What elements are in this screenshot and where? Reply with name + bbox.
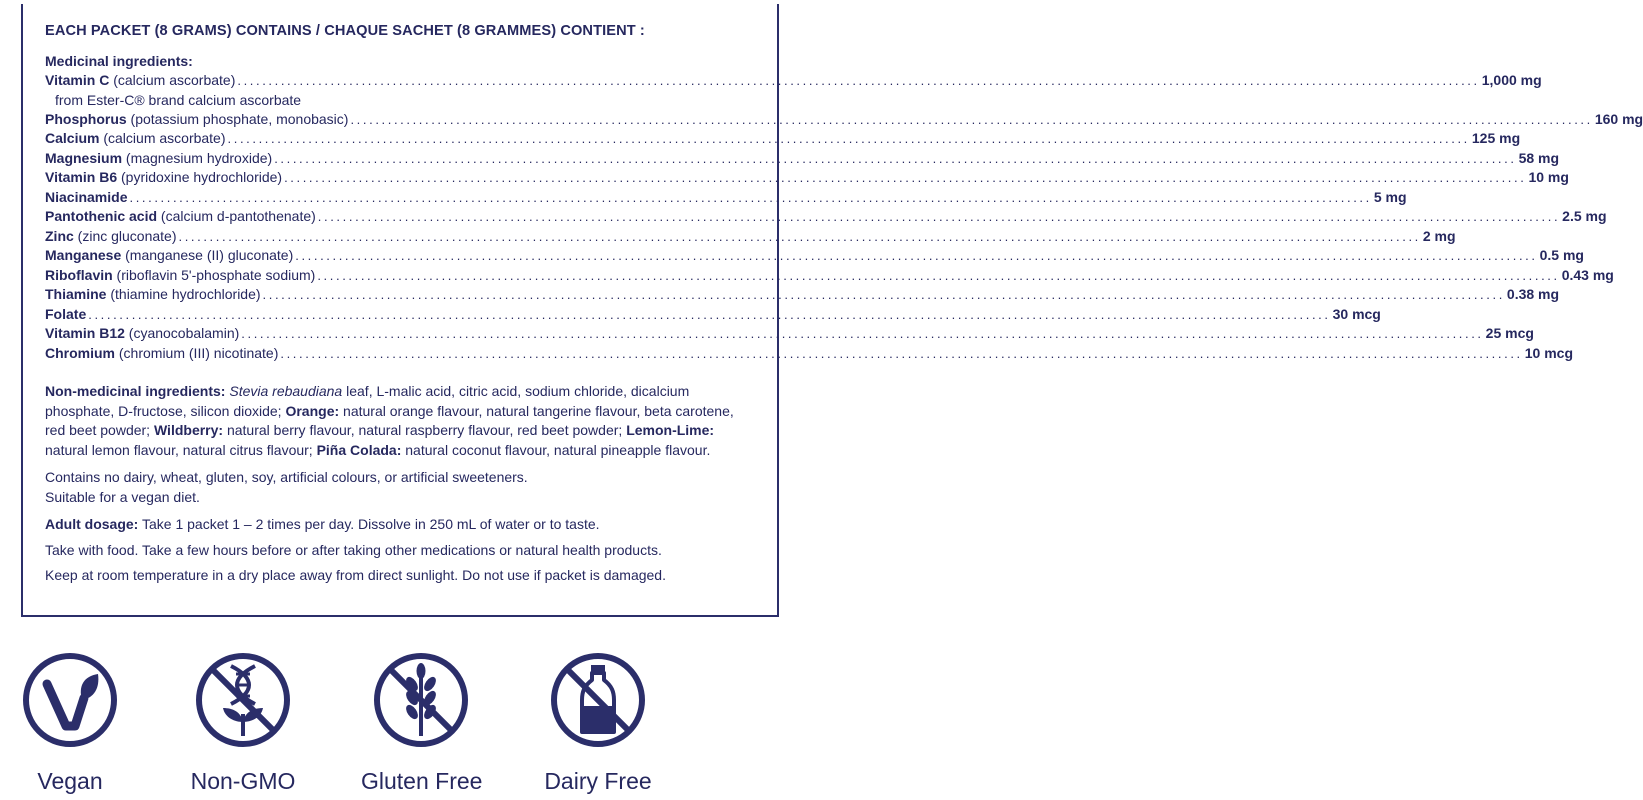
ingredient-source: (thiamine hydrochloride) (106, 286, 261, 302)
dot-leader: ........................................................................................................................................................................................................ (178, 228, 1421, 244)
ingredient-name-bold: Vitamin C (45, 72, 110, 88)
ingredient-row (45, 227, 1456, 247)
ingredient-source: (riboflavin 5'-phosphate sodium) (112, 266, 316, 283)
badge-label-non-gmo: Non-GMO (190, 768, 296, 794)
ingredient-name (45, 110, 348, 130)
ingredient-amount: 160 mg (1594, 110, 1643, 127)
medicinal-ingredients-title: Medicinal ingredients: (45, 53, 193, 69)
ingredient-name (45, 344, 278, 364)
panel-heading: EACH PACKET (8 GRAMS) CONTAINS / CHAQUE SACHET (8 GRAMMES) CONTIENT : (45, 23, 645, 39)
ingredient-row (45, 71, 1542, 91)
ingredient-row (45, 149, 1560, 169)
allergen-statement (45, 468, 755, 507)
ingredient-amount: 0.43 mg (1561, 266, 1614, 283)
storage-note: Keep at room temperature in a dry place away from direct sunlight. Do not use if packet is damaged. (45, 567, 666, 583)
ingredient-amount: 10 mcg (1524, 344, 1573, 361)
ingredient-amount: 10 mg (1528, 169, 1569, 185)
ingredient-name (45, 246, 293, 266)
badge-label-vegan: Vegan (37, 768, 103, 794)
dot-leader: ........................................................................................................................................................................................................ (280, 345, 1523, 361)
orange-label: Orange: (285, 402, 340, 419)
ingredient-row (45, 324, 1534, 344)
dot-leader: ........................................................................................................................................................................................................ (284, 170, 1527, 185)
dot-leader: ........................................................................................................................................................................................................ (227, 131, 1470, 146)
ingredient-name-bold: Riboflavin (45, 266, 113, 283)
ingredient-name-bold: Thiamine (45, 286, 107, 302)
ingredient-name-bold: Niacinamide (45, 188, 128, 205)
supplement-facts-panel (21, 4, 1643, 617)
badge-non-gmo (183, 652, 303, 794)
ingredient-name (45, 168, 282, 188)
ingredient-row (45, 344, 1573, 364)
ingredient-row (45, 207, 1607, 227)
ingredient-amount: 2 mg (1422, 227, 1456, 244)
wheat-crossed-icon (373, 652, 469, 748)
ingredient-row (45, 188, 1407, 208)
wildberry-text: natural berry flavour, natural raspberry flavour, red beet powder; (223, 422, 627, 438)
ingredient-source: (calcium d-pantothenate) (157, 208, 316, 224)
ingredient-amount: 0.5 mg (1539, 247, 1584, 263)
ingredient-list (45, 71, 1643, 363)
dot-leader: ........................................................................................................................................................................................................ (317, 209, 1561, 224)
ingredient-amount: 0.38 mg (1506, 286, 1560, 302)
ingredient-source: (zinc gluconate) (73, 227, 177, 244)
ingredient-amount: 2.5 mg (1562, 208, 1607, 224)
nonmed-label: Non-medicinal ingredients: (45, 383, 226, 399)
dosage-text: Take 1 packet 1 – 2 times per day. Dissolve in 250 mL of water or to taste. (138, 516, 600, 532)
badge-vegan (10, 652, 130, 794)
dosage-statement (45, 515, 755, 535)
ingredient-name (45, 227, 177, 247)
dot-leader: ........................................................................................................................................................................................................ (262, 287, 1505, 302)
ingredient-row (45, 110, 1643, 130)
dot-leader: ........................................................................................................................................................................................................ (295, 248, 1538, 263)
ingredient-source: (calcium ascorbate) (99, 130, 226, 146)
lemon-lime-label: Lemon-Lime: (626, 422, 715, 438)
ingredient-name-bold: Magnesium (45, 149, 123, 166)
dot-leader: ........................................................................................................................................................................................................ (241, 326, 1484, 341)
ingredient-amount: 1,000 mg (1481, 72, 1542, 88)
stevia-text: Stevia rebaudiana (229, 383, 343, 399)
ingredient-name (45, 129, 226, 149)
ingredient-name-bold: Pantothenic acid (45, 208, 158, 224)
vegan-diet-text: Suitable for a vegan diet. (45, 488, 200, 505)
ingredient-amount: 58 mg (1518, 149, 1560, 166)
milk-bottle-crossed-icon (550, 652, 646, 748)
ingredient-name (45, 188, 127, 208)
vegan-v-leaf-icon (22, 652, 118, 748)
ingredient-row (45, 266, 1614, 286)
ingredient-amount: 25 mcg (1485, 325, 1534, 341)
ingredient-name (45, 207, 316, 227)
certification-badges (0, 652, 800, 800)
pina-colada-text: natural coconut flavour, natural pineapple flavour. (401, 441, 711, 458)
ingredient-source: (manganese (II) gluconate) (121, 247, 294, 263)
ingredient-row (45, 168, 1569, 188)
dot-leader: ........................................................................................................................................................................................................ (317, 267, 1560, 283)
badge-label-dairy-free: Dairy Free (544, 768, 652, 794)
non-medicinal-ingredients (45, 382, 755, 460)
ingredient-name (45, 71, 235, 91)
ingredient-source: (chromium (III) nicotinate) (115, 344, 279, 361)
dosage-label: Adult dosage: (45, 516, 139, 532)
lemon-lime-text: natural lemon flavour, natural citrus flavour; (45, 441, 317, 458)
dot-leader: ........................................................................................................................................................................................................ (237, 73, 1480, 88)
orange-text: natural orange flavour, natural tangerine flavour, beta carotene, red beet powder; (45, 402, 734, 438)
ingredient-name (45, 324, 239, 344)
vitamin-c-source-note: from Ester-C® brand calcium ascorbate (55, 91, 302, 108)
food-note: Take with food. Take a few hours before or after taking other medications or natural health products. (45, 541, 662, 558)
ingredient-amount: 30 mcg (1332, 305, 1381, 322)
ingredient-source: (cyanocobalamin) (124, 325, 240, 341)
ingredient-row (45, 129, 1521, 149)
ingredient-row (45, 305, 1381, 325)
ingredient-amount: 5 mg (1373, 188, 1407, 205)
wildberry-label: Wildberry: (153, 422, 224, 438)
ingredient-source: (calcium ascorbate) (109, 72, 236, 88)
ingredient-name-bold: Manganese (45, 247, 122, 263)
ingredient-name-bold: Phosphorus (45, 110, 127, 127)
ingredient-name (45, 285, 261, 305)
ingredient-name-bold: Vitamin B12 (45, 325, 125, 341)
ingredient-name-bold: Calcium (45, 130, 100, 146)
badge-label-gluten-free: Gluten Free (361, 768, 483, 794)
ingredient-name-bold: Chromium (45, 344, 115, 361)
dot-leader: ........................................................................................................................................................................................................ (129, 189, 1372, 205)
dot-leader: ........................................................................................................................................................................................................ (274, 150, 1517, 166)
ingredient-row (45, 246, 1584, 266)
ingredient-name (45, 266, 315, 286)
ingredient-source: (potassium phosphate, monobasic) (126, 110, 349, 127)
badge-dairy-free (538, 652, 658, 794)
ingredient-name-bold: Zinc (45, 227, 74, 244)
dot-leader: ........................................................................................................................................................................................................ (350, 111, 1593, 127)
ingredient-row (45, 285, 1560, 305)
contains-no-text: Contains no dairy, wheat, gluten, soy, artificial colours, or artificial sweeteners. (45, 469, 528, 485)
ingredient-name (45, 149, 272, 169)
ingredient-name (45, 305, 86, 325)
ingredient-amount: 125 mg (1471, 130, 1521, 146)
ingredient-source: (magnesium hydroxide) (122, 149, 273, 166)
dot-leader: ........................................................................................................................................................................................................ (88, 306, 1331, 322)
nonmed-base-text: leaf, L-malic acid, citric acid, sodium chloride, dicalcium phosphate, D-fructose, silicon dioxide; (45, 383, 690, 419)
ingredient-source: (pyridoxine hydrochloride) (117, 169, 283, 185)
ingredient-name-bold: Folate (45, 305, 87, 322)
badge-gluten-free (361, 652, 481, 794)
dna-sprout-crossed-icon (195, 652, 291, 748)
ingredient-name-bold: Vitamin B6 (45, 169, 118, 185)
pina-colada-label: Piña Colada: (316, 441, 402, 458)
